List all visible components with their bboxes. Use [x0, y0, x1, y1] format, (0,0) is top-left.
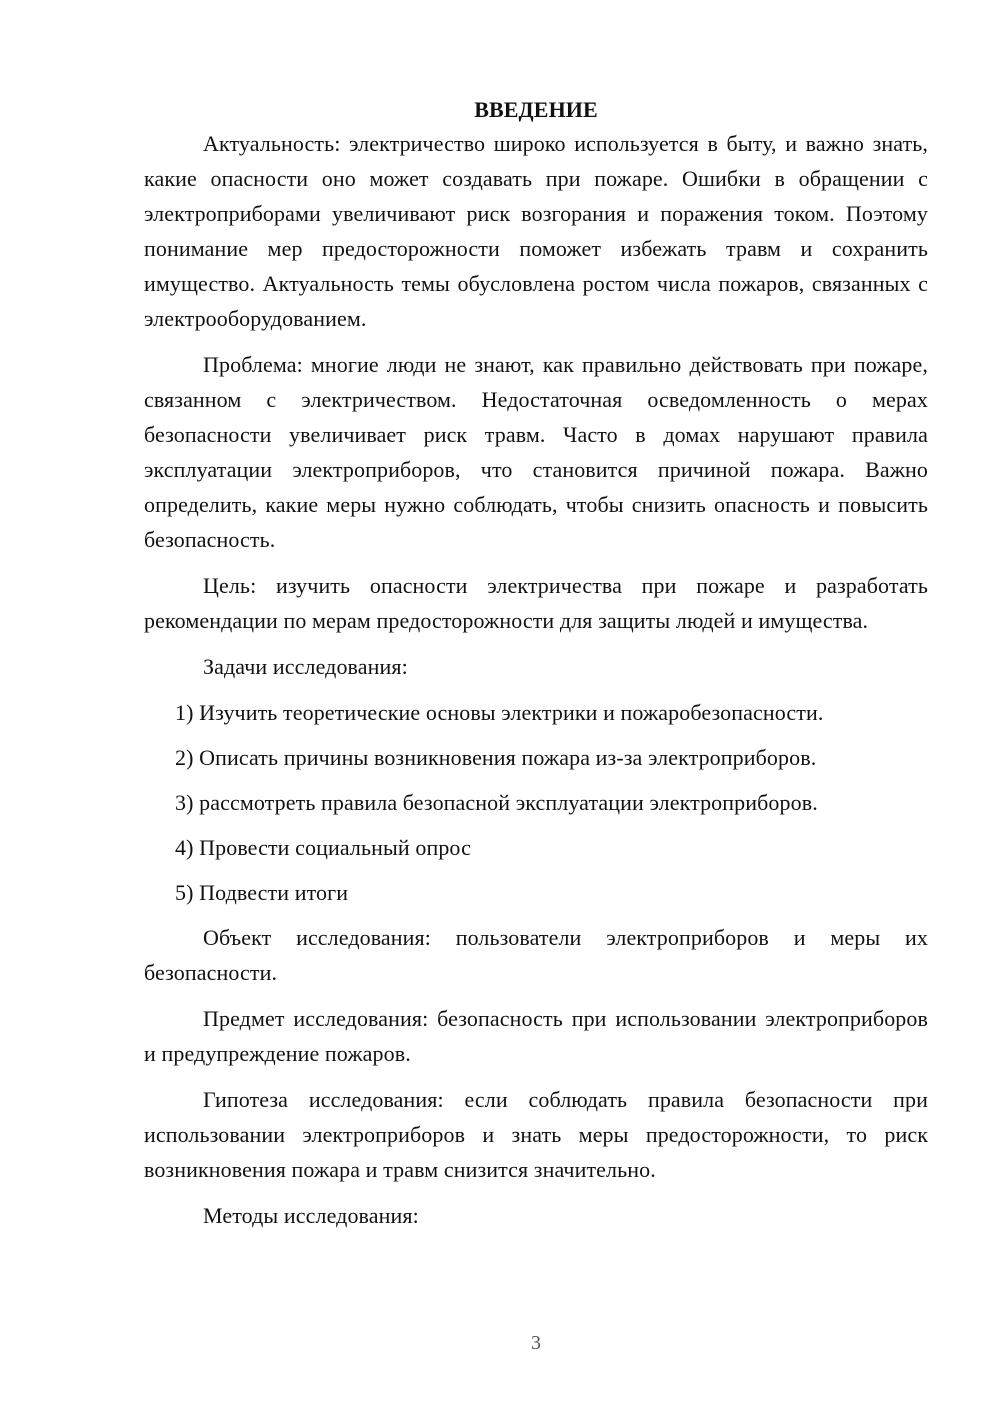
page-number: 3	[531, 1332, 541, 1354]
task-item-1: 1) Изучить теоретические основы электрики и пожаробезопасности.	[175, 700, 824, 725]
paragraph-relevance: Актуальность: электричество широко используется в быту, и важно знать, какие опасности оно может создавать при пожаре. Ошибки в обращении с электроприборами увеличивают риск возгорания и поражения током. Поэтому понимание мер предосторожности поможет избежать травм и сохранить имущество. Актуальность темы обусловлена ростом числа пожаров, связанных с электрооборудованием.	[144, 131, 928, 331]
task-item-4: 4) Провести социальный опрос	[175, 835, 471, 860]
paragraph-hypothesis: Гипотеза исследования: если соблюдать правила безопасности при использовании электроприборов и знать меры предосторожности, то риск возникновения пожара и травм снизится значительно.	[144, 1087, 928, 1182]
paragraph-problem: Проблема: многие люди не знают, как правильно действовать при пожаре, связанном с электричеством. Недостаточная осведомленность о мерах безопасности увеличивает риск травм. Часто в домах нарушают правила эксплуатации электроприборов, что становится причиной пожара. Важно определить, какие меры нужно соблюдать, чтобы снизить опасность и повысить безопасность.	[144, 352, 928, 552]
tasks-list	[144, 695, 928, 910]
section-title: ВВЕДЕНИЕ	[474, 97, 598, 122]
task-item-3: 3) рассмотреть правила безопасной эксплуатации электроприборов.	[175, 790, 818, 815]
paragraph-goal: Цель: изучить опасности электричества при пожаре и разработать рекомендации по мерам предосторожности для защиты людей и имущества.	[144, 573, 928, 633]
paragraph-object: Объект исследования: пользователи электроприборов и меры их безопасности.	[144, 925, 928, 985]
task-item-5: 5) Подвести итоги	[175, 880, 349, 905]
page-content	[144, 95, 928, 1244]
task-item-2: 2) Описать причины возникновения пожара из-за электроприборов.	[175, 745, 817, 770]
methods-heading: Методы исследования:	[203, 1203, 419, 1228]
paragraph-subject: Предмет исследования: безопасность при использовании электроприборов и предупреждение пожаров.	[144, 1006, 928, 1066]
tasks-heading: Задачи исследования:	[203, 654, 408, 679]
